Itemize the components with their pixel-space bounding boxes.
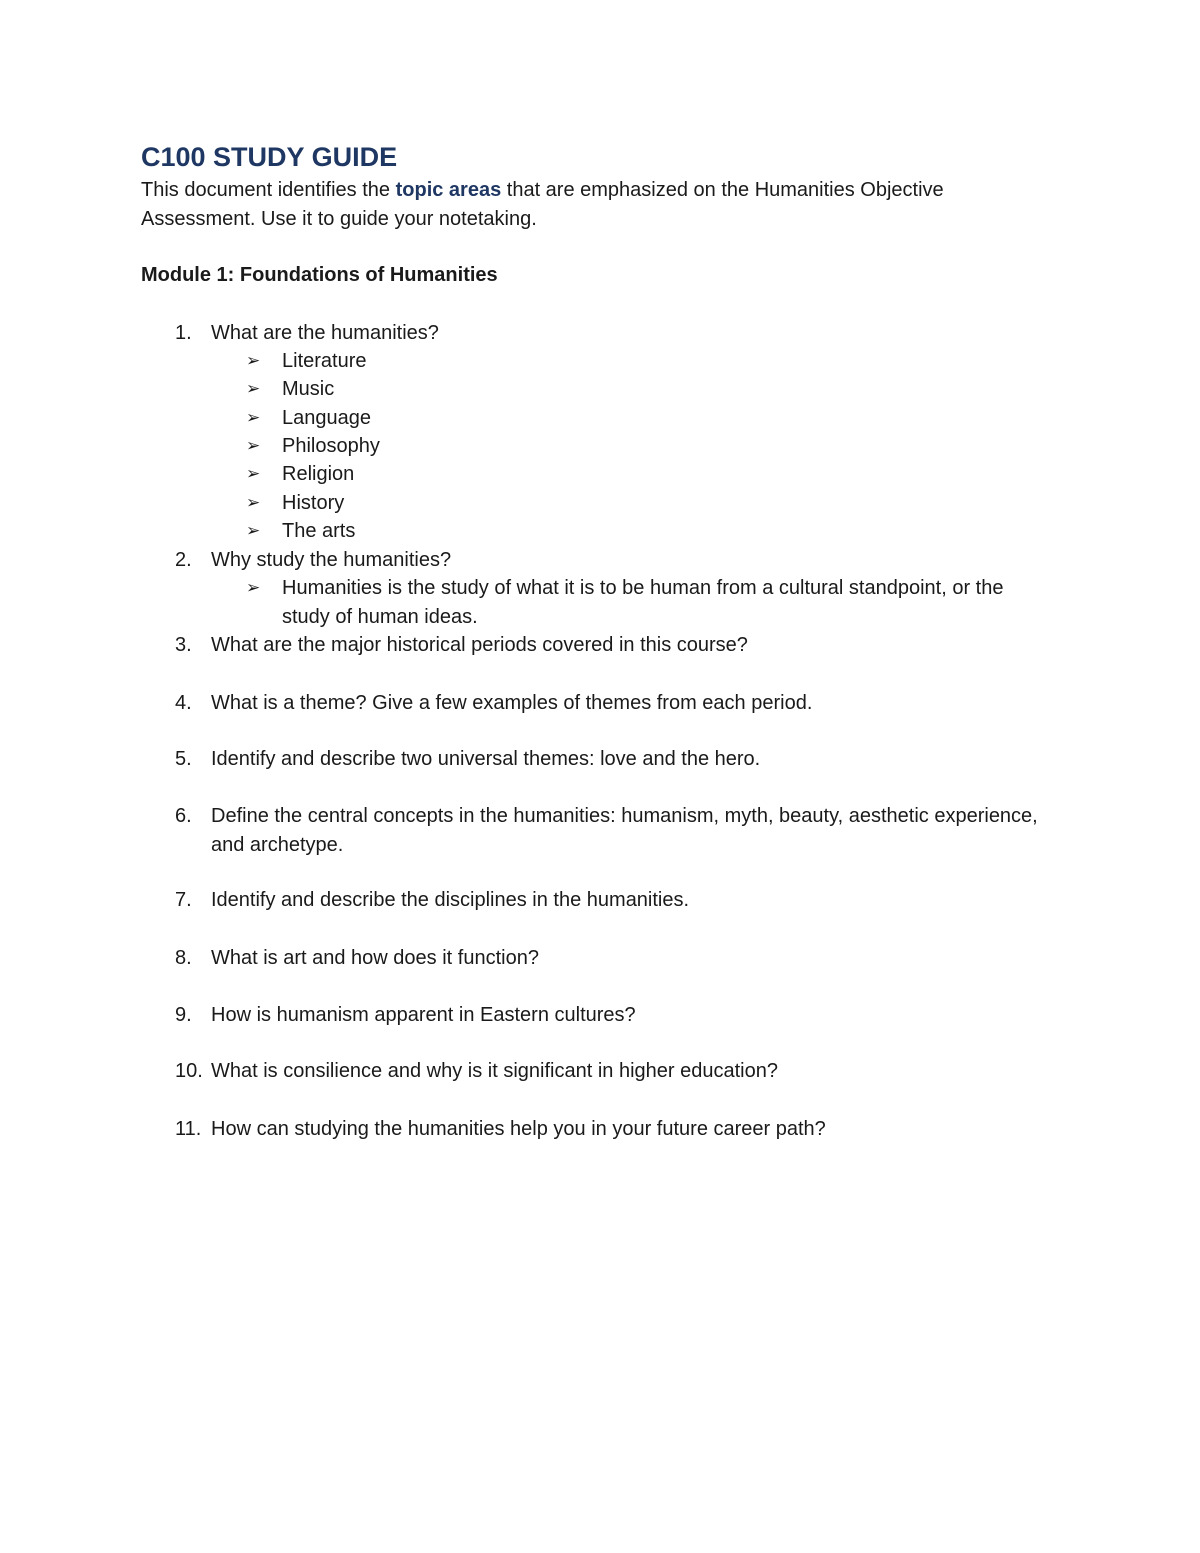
sub-item-text: The arts — [282, 520, 356, 542]
arrow-bullet-icon: ➢ — [246, 436, 261, 455]
question-number: 5. — [175, 748, 192, 770]
question-number: 4. — [175, 692, 192, 714]
question-number: 2. — [175, 549, 192, 571]
arrow-bullet-icon: ➢ — [246, 493, 261, 512]
sub-item-text: Music — [282, 378, 335, 400]
intro-text-before: This document identifies the — [141, 179, 396, 201]
sub-item-text: Literature — [282, 350, 367, 372]
question-number: 10. — [175, 1060, 203, 1082]
arrow-bullet-icon: ➢ — [246, 521, 261, 540]
sub-item-text: Humanities is the study of what it is to be human from a cultural standpoint, or the study of human ideas. — [282, 577, 1004, 628]
question-text: How can studying the humanities help you in your future career path? — [211, 1118, 826, 1140]
document-title: C100 STUDY GUIDE — [141, 142, 398, 172]
question-text: Identify and describe two universal themes: love and the hero. — [211, 748, 761, 770]
question-number: 3. — [175, 634, 192, 656]
sub-item-text: Philosophy — [282, 435, 380, 457]
arrow-bullet-icon: ➢ — [246, 379, 261, 398]
question-text: Define the central concepts in the humanities: humanism, myth, beauty, aesthetic experience, and archetype. — [211, 805, 1038, 856]
sub-item-text: Language — [282, 407, 371, 429]
arrow-bullet-icon: ➢ — [246, 464, 261, 483]
intro-text-after: that are emphasized on the Humanities Objective Assessment. Use it to guide your notetaking. — [141, 179, 944, 230]
question-number: 8. — [175, 947, 192, 969]
arrow-bullet-icon: ➢ — [246, 351, 261, 370]
question-number: 1. — [175, 322, 192, 344]
question-text: What is consilience and why is it significant in higher education? — [211, 1060, 778, 1082]
question-number: 7. — [175, 889, 192, 911]
question-text: What is a theme? Give a few examples of themes from each period. — [211, 692, 813, 714]
question-text: What are the major historical periods covered in this course? — [211, 634, 748, 656]
question-number: 6. — [175, 805, 192, 827]
question-text: How is humanism apparent in Eastern cultures? — [211, 1004, 636, 1026]
module-heading: Module 1: Foundations of Humanities — [141, 264, 498, 286]
sub-item-text: Religion — [282, 463, 355, 485]
question-number: 11. — [175, 1118, 202, 1140]
question-text: Identify and describe the disciplines in the humanities. — [211, 889, 690, 911]
arrow-bullet-icon: ➢ — [246, 408, 261, 427]
question-number: 9. — [175, 1004, 192, 1026]
question-text: What are the humanities? — [211, 322, 439, 344]
intro-emphasis: topic areas — [395, 179, 502, 201]
question-text: Why study the humanities? — [211, 549, 452, 571]
arrow-bullet-icon: ➢ — [246, 578, 261, 597]
question-text: What is art and how does it function? — [211, 947, 539, 969]
intro-paragraph — [141, 176, 1041, 234]
sub-item-text: History — [282, 492, 345, 514]
